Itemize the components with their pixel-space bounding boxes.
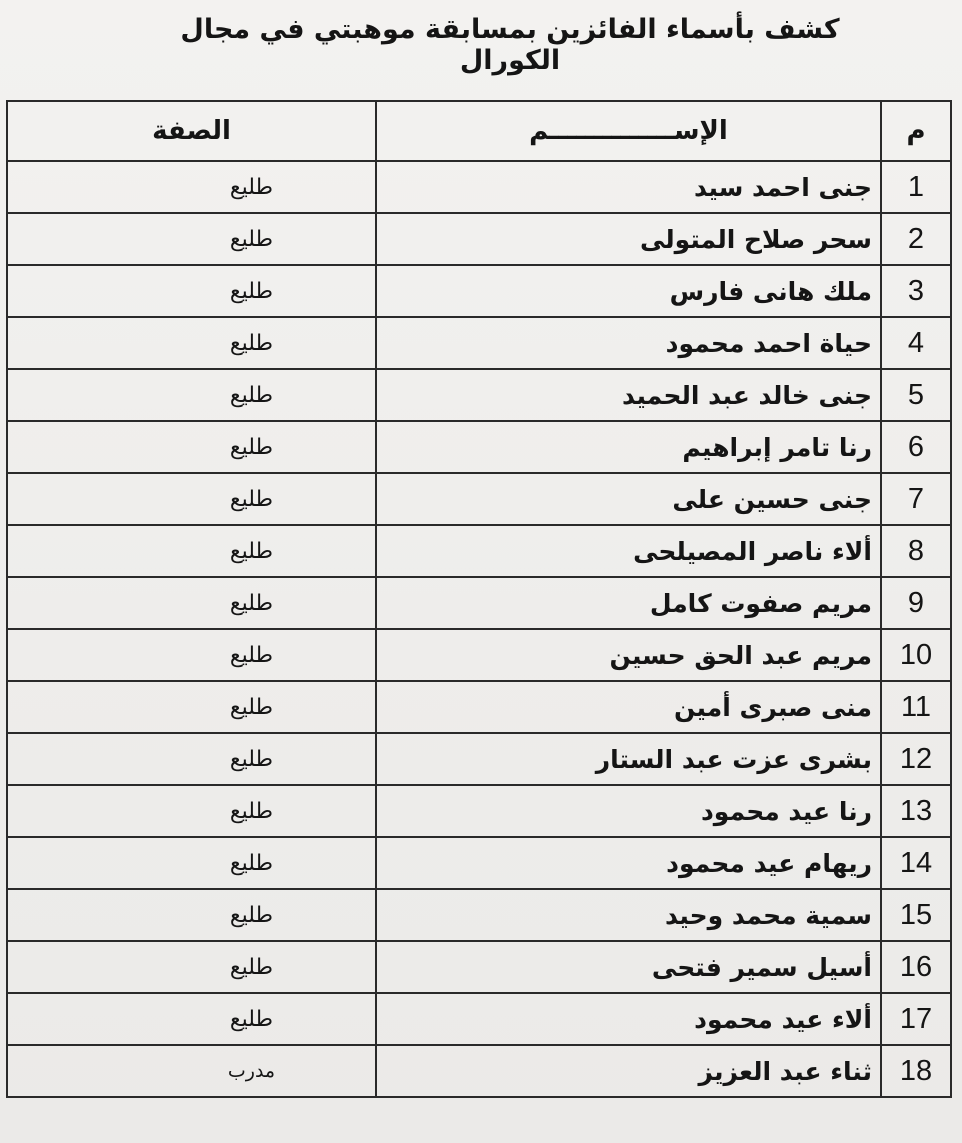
table-row	[7, 577, 951, 629]
row-name: ألاء ناصر المصيلحى	[376, 525, 881, 577]
table-row	[7, 265, 951, 317]
row-number: 1	[881, 161, 951, 213]
table-row	[7, 213, 951, 265]
table-header-row	[7, 101, 951, 161]
row-role: طليع	[7, 993, 376, 1045]
row-number: 10	[881, 629, 951, 681]
row-name: رنا تامر إبراهيم	[376, 421, 881, 473]
row-name: سمية محمد وحيد	[376, 889, 881, 941]
row-number: 5	[881, 369, 951, 421]
table-row	[7, 889, 951, 941]
row-role: طليع	[7, 629, 376, 681]
row-number: 15	[881, 889, 951, 941]
row-name: جنى حسين على	[376, 473, 881, 525]
row-role: طليع	[7, 265, 376, 317]
row-role: طليع	[7, 421, 376, 473]
row-role: طليع	[7, 473, 376, 525]
table-row	[7, 681, 951, 733]
table-row	[7, 785, 951, 837]
row-name: مريم صفوت كامل	[376, 577, 881, 629]
row-name: مريم عبد الحق حسين	[376, 629, 881, 681]
row-number: 17	[881, 993, 951, 1045]
row-name: جنى احمد سيد	[376, 161, 881, 213]
row-role: طليع	[7, 837, 376, 889]
row-role: طليع	[7, 525, 376, 577]
row-number: 16	[881, 941, 951, 993]
table-row	[7, 629, 951, 681]
row-name: ثناء عبد العزيز	[376, 1045, 881, 1097]
table-row	[7, 525, 951, 577]
row-role: طليع	[7, 889, 376, 941]
row-number: 14	[881, 837, 951, 889]
row-number: 8	[881, 525, 951, 577]
table-row	[7, 1045, 951, 1097]
row-number: 7	[881, 473, 951, 525]
header-number: م	[881, 101, 951, 161]
row-name: جنى خالد عبد الحميد	[376, 369, 881, 421]
row-name: منى صبرى أمين	[376, 681, 881, 733]
table-row	[7, 837, 951, 889]
table-body	[7, 161, 951, 1097]
row-number: 12	[881, 733, 951, 785]
table-row	[7, 317, 951, 369]
table-row	[7, 733, 951, 785]
row-role: طليع	[7, 161, 376, 213]
row-name: أسيل سمير فتحى	[376, 941, 881, 993]
table-row	[7, 369, 951, 421]
document-title: كشف بأسماء الفائزين بمسابقة موهبتي في مجال الكورال	[180, 14, 840, 76]
row-role: مدرب	[7, 1045, 376, 1097]
row-number: 6	[881, 421, 951, 473]
row-role: طليع	[7, 733, 376, 785]
row-name: حياة احمد محمود	[376, 317, 881, 369]
row-number: 4	[881, 317, 951, 369]
row-name: سحر صلاح المتولى	[376, 213, 881, 265]
table-row	[7, 941, 951, 993]
header-name: الإســــــــــــــم	[376, 101, 881, 161]
row-number: 9	[881, 577, 951, 629]
row-number: 3	[881, 265, 951, 317]
header-role: الصفة	[7, 101, 376, 161]
row-role: طليع	[7, 213, 376, 265]
row-role: طليع	[7, 681, 376, 733]
table-row	[7, 421, 951, 473]
row-role: طليع	[7, 577, 376, 629]
table-row	[7, 161, 951, 213]
row-number: 2	[881, 213, 951, 265]
row-name: ملك هانى فارس	[376, 265, 881, 317]
winners-table	[6, 100, 952, 1098]
row-role: طليع	[7, 317, 376, 369]
table-row	[7, 473, 951, 525]
row-name: ريهام عيد محمود	[376, 837, 881, 889]
table-row	[7, 993, 951, 1045]
row-number: 11	[881, 681, 951, 733]
row-number: 13	[881, 785, 951, 837]
row-role: طليع	[7, 785, 376, 837]
row-name: بشرى عزت عبد الستار	[376, 733, 881, 785]
row-name: رنا عيد محمود	[376, 785, 881, 837]
row-name: ألاء عيد محمود	[376, 993, 881, 1045]
row-role: طليع	[7, 369, 376, 421]
row-number: 18	[881, 1045, 951, 1097]
row-role: طليع	[7, 941, 376, 993]
